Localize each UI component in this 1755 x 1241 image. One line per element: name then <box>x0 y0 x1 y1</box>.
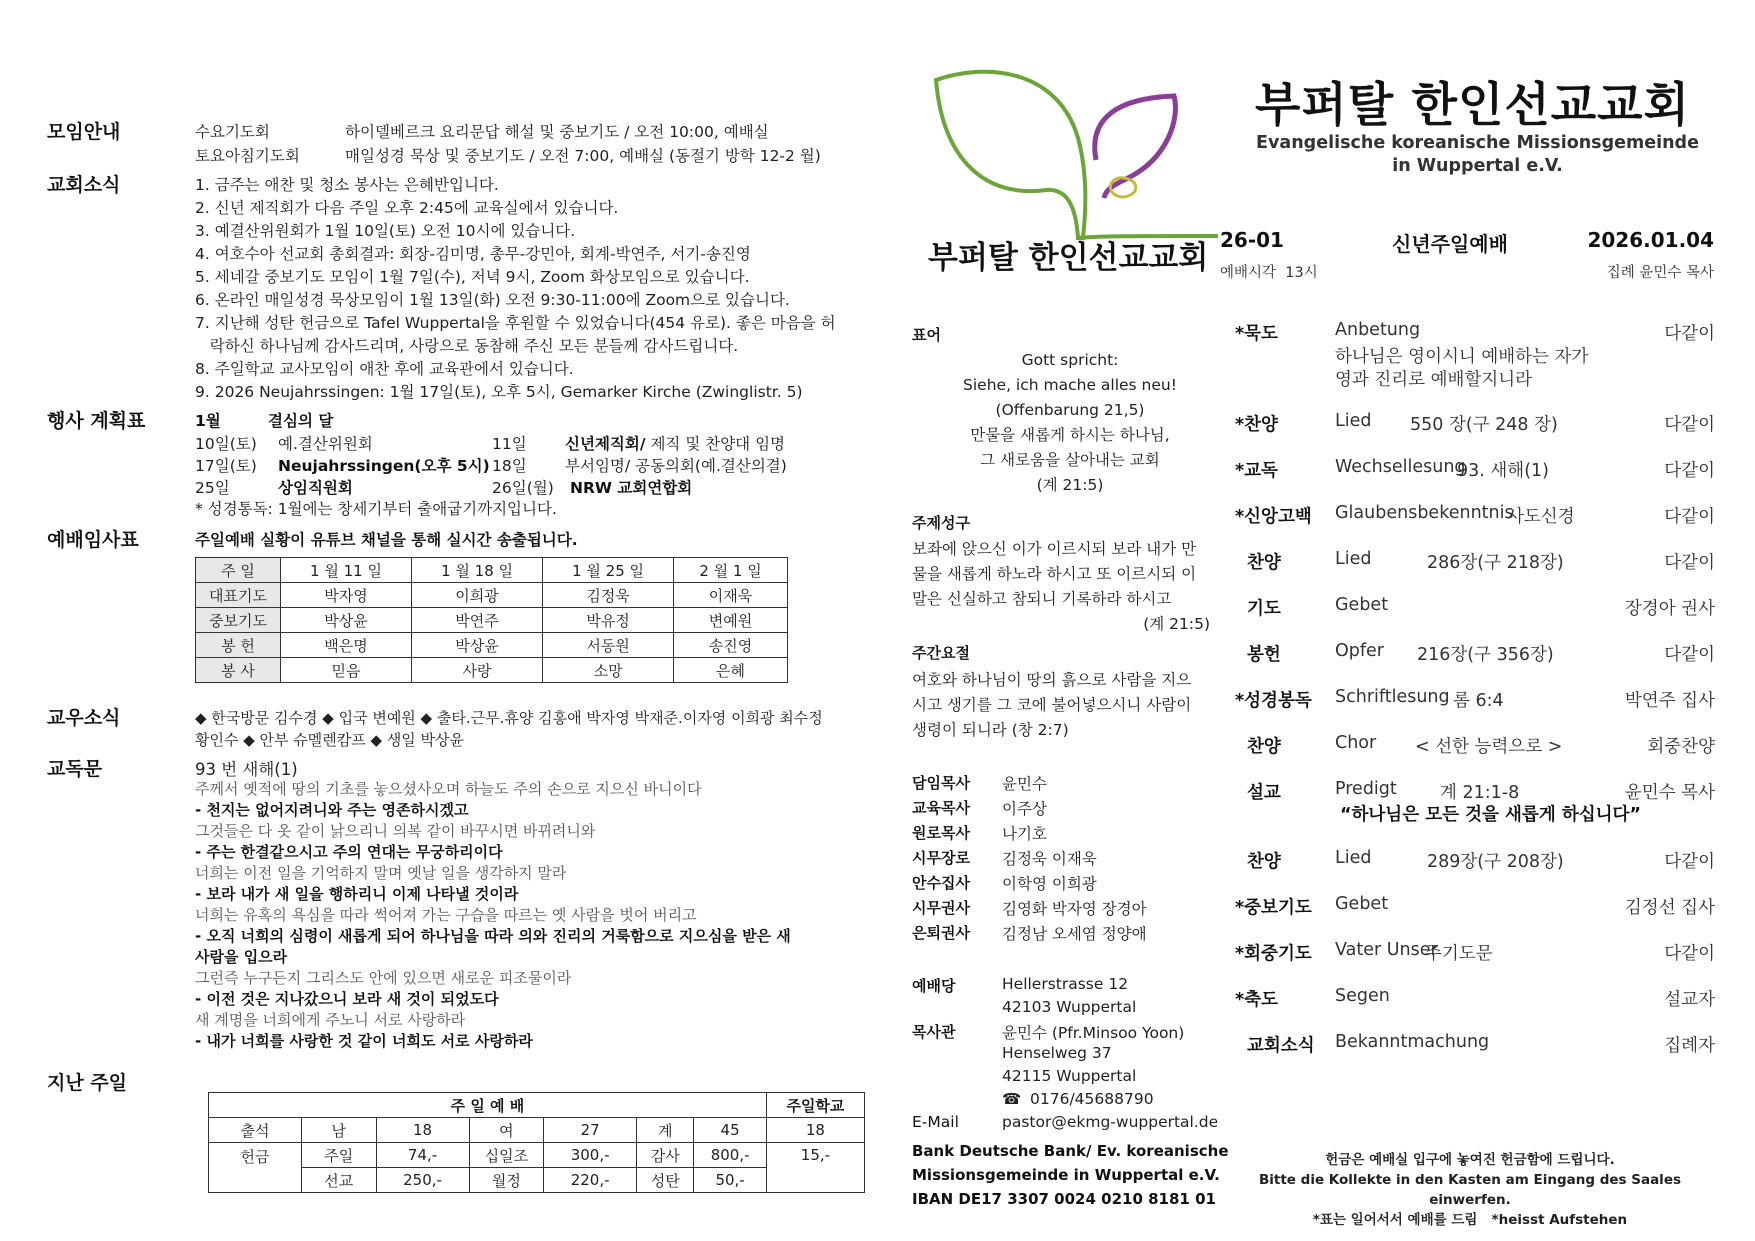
members-line: 황인수 ◆ 안부 슈멜렌캄프 ◆ 생일 박상윤 <box>195 731 465 749</box>
table-cell: 월정 <box>469 1168 544 1193</box>
bank-line: Missionsgemeinde in Wuppertal e.V. <box>912 1166 1220 1184</box>
order-label: *묵도 <box>1235 324 1278 344</box>
motto-line: Siehe, ich mache alles neu! <box>963 376 1177 394</box>
order-label-de: Bekanntmachung <box>1335 1032 1490 1052</box>
order-person: 김정선 집사 <box>1624 898 1715 918</box>
litany-response: - 내가 너희를 사랑한 것 같이 너희도 서로 사랑하라 <box>195 1032 533 1050</box>
motto-line: (계 21:5) <box>1036 476 1104 494</box>
meeting-desc: 매일성경 묵상 및 중보기도 / 오전 7:00, 예배실 (동절기 방학 12-2 월) <box>345 147 821 165</box>
litany-response: - 천지는 없어지려니와 주는 영존하시겠고 <box>195 801 469 819</box>
motto-line: 그 새로움을 살아내는 교회 <box>980 451 1160 469</box>
theme-verse-line: 물을 새롭게 하노라 하시고 또 이르시되 이 <box>912 565 1197 583</box>
order-detail: 사도신경 <box>1507 507 1575 527</box>
order-label: 기도 <box>1247 599 1281 619</box>
order-label-de: Gebet <box>1335 894 1389 914</box>
litany-title: 교독문 <box>47 758 103 780</box>
motto-block <box>925 348 1215 498</box>
service-name: 신년주일예배 <box>1392 232 1508 256</box>
staff-name: 나기호 <box>1002 825 1047 843</box>
table-cell: 감사 <box>637 1143 694 1168</box>
order-detail: 550 장(구 248 장) <box>1410 415 1558 435</box>
news-item: 3. 예결산위원회가 1월 10일(토) 오전 10시에 있습니다. <box>195 222 576 240</box>
table-row <box>196 583 788 608</box>
order-item <box>1235 595 1715 621</box>
order-label-de: Lied <box>1335 549 1372 569</box>
event-text-bold: 신년제직회/ <box>565 435 646 453</box>
table-cell: 출석 <box>209 1118 302 1143</box>
event-text-bold: NRW 교회연합회 <box>570 479 693 497</box>
members-title: 교우소식 <box>47 707 121 729</box>
news-item: 4. 여호수아 선교회 총회결과: 회장-김미명, 총무-강민아, 회계-박연주, 서기-송진영 <box>195 245 751 263</box>
motto-line: Gott spricht: <box>1021 351 1119 369</box>
order-label-de: Vater Unser <box>1335 940 1438 960</box>
event-date: 10일(토) <box>195 435 257 453</box>
email-label: E-Mail <box>912 1113 959 1131</box>
roster-title: 예배임사표 <box>47 529 139 551</box>
table-cell: 박유정 <box>543 608 674 633</box>
order-detail: 주기도문 <box>1425 944 1493 964</box>
church-title: 부퍼탈 한인선교교회 <box>1255 78 1690 133</box>
order-detail: 93. 새해(1) <box>1457 461 1549 481</box>
weekly-verse-line: 생령이 되니라 (창 2:7) <box>912 721 1069 739</box>
table-cell: 주일 <box>301 1143 376 1168</box>
news-item: 9. 2026 Neujahrssingen: 1월 17일(토), 오후 5시, Gemarker Kirche (Zwinglistr. 5) <box>195 383 803 401</box>
table-cell: 백은명 <box>281 633 412 658</box>
staff-role: 시무권사 <box>912 899 970 917</box>
table-row <box>196 633 788 658</box>
table-cell: 27 <box>544 1118 637 1143</box>
news-item: 락하신 하나님께 감사드리며, 사랑으로 동참해 주신 모든 분들께 감사드립니다. <box>195 337 739 355</box>
table-cell: 헌금 <box>209 1143 302 1193</box>
litany-response: - 오직 너희의 심령이 새롭게 되어 하나님을 따라 의와 진리의 거룩함으로 지으심을 받은 새 <box>195 927 791 945</box>
table-cell: 50,- <box>694 1168 767 1193</box>
church-address-line: 42103 Wuppertal <box>1002 998 1137 1016</box>
litany-leader-line: 너희는 유혹의 욕심을 따라 썩어져 가는 구습을 따르는 옛 사람을 벗어 버리고 <box>195 906 697 924</box>
news-item: 2. 신년 제직회가 다음 주일 오후 2:45에 교육실에서 있습니다. <box>195 199 619 217</box>
motto-line: (Offenbarung 21,5) <box>995 401 1145 419</box>
order-label: *중보기도 <box>1235 898 1312 918</box>
table-cell: 이재욱 <box>674 583 788 608</box>
manse-line: 윤민수 (Pfr.Minsoo Yoon) <box>1002 1024 1185 1042</box>
staff-name: 김정욱 이재욱 <box>1002 850 1097 868</box>
order-label: 교회소식 <box>1247 1036 1315 1056</box>
order-subtext: 영과 진리로 예배할지니라 <box>1335 370 1533 390</box>
litany-response: - 보라 내가 새 일을 행하리니 이제 나타낼 것이라 <box>195 885 519 903</box>
litany-leader-line: 새 계명을 너희에게 주노니 서로 사랑하라 <box>195 1011 466 1029</box>
staff-name: 이주상 <box>1002 800 1047 818</box>
last-week-table <box>208 1092 865 1193</box>
meeting-name: 수요기도회 <box>195 123 270 141</box>
weekly-verse-line: 시고 생기를 그 코에 불어넣으시니 사람이 <box>912 696 1192 714</box>
logo-text: 부퍼탈 한인선교교회 <box>928 240 1209 276</box>
meeting-title: 모임안내 <box>47 121 121 143</box>
service-time: 예배시각 13시 <box>1220 265 1318 281</box>
order-label: *찬양 <box>1235 415 1278 435</box>
order-person: 다같이 <box>1664 944 1715 964</box>
manse-line: 42115 Wuppertal <box>1002 1067 1137 1085</box>
staff-name: 윤민수 <box>1002 775 1047 793</box>
theme-verse-label: 주제성구 <box>912 514 970 532</box>
events-note: * 성경통독: 1월에는 창세기부터 출애굽기까지입니다. <box>195 500 557 518</box>
church-title-de <box>1240 132 1715 178</box>
theme-verse-line: 말은 신실하고 참되니 기록하라 하시고 <box>912 590 1172 608</box>
table-cell: 송진영 <box>674 633 788 658</box>
litany-response: - 이전 것은 지나갔으니 보라 새 것이 되었도다 <box>195 990 499 1008</box>
weekly-verse-line: 여호와 하나님이 땅의 흙으로 사람을 지으 <box>912 671 1192 689</box>
church-logo <box>928 58 1238 240</box>
order-person: 박연주 집사 <box>1624 691 1715 711</box>
footer-line: 헌금은 예배실 입구에 놓여진 헌금함에 드립니다. <box>1325 1152 1615 1168</box>
church-title-de-line: in Wuppertal e.V. <box>1392 156 1563 176</box>
litany-leader-line: 그런즉 누구든지 그리스도 안에 있으면 새로운 피조물이라 <box>195 969 572 987</box>
meeting-desc: 하이델베르크 요리문답 해설 및 중보기도 / 오전 10:00, 예배실 <box>345 123 769 141</box>
phone-number: 0176/45688790 <box>1030 1090 1154 1108</box>
order-item <box>1235 457 1715 483</box>
table-header-cell: 주 일 예 배 <box>209 1093 767 1118</box>
order-label-de: Anbetung <box>1335 320 1421 340</box>
order-label-de: Wechsellesung <box>1335 457 1466 477</box>
news-item: 1. 금주는 애찬 및 청소 봉사는 은혜반입니다. <box>195 176 499 194</box>
staff-role: 교육목사 <box>912 799 970 817</box>
litany-leader-line: 그것들은 다 옷 같이 낡으리니 의복 같이 바꾸시면 바뀌려니와 <box>195 822 596 840</box>
footer-notes <box>1220 1150 1720 1230</box>
event-text: 제직 및 찬양대 임명 <box>645 435 786 453</box>
news-title: 교회소식 <box>47 174 121 196</box>
motto-line: 만물을 새롭게 하시는 하나님, <box>970 426 1170 444</box>
order-label: *신앙고백 <box>1235 507 1312 527</box>
event-date: 25일 <box>195 479 230 497</box>
staff-role: 시무장로 <box>912 849 970 867</box>
table-header-cell: 1 월 18 일 <box>412 558 543 583</box>
order-person: 다같이 <box>1664 324 1715 344</box>
table-cell: 성탄 <box>637 1168 694 1193</box>
table-cell: 박상윤 <box>412 633 543 658</box>
news-item: 6. 온라인 매일성경 묵상모임이 1월 13일(화) 오전 9:30-11:00에 Zoom으로 있습니다. <box>195 291 790 309</box>
table-row <box>196 608 788 633</box>
bank-line: Bank Deutsche Bank/ Ev. koreanische <box>912 1142 1229 1160</box>
weekly-verse-label: 주간요절 <box>912 644 970 662</box>
table-cell: 믿음 <box>281 658 412 683</box>
table-header-cell: 주일학교 <box>766 1093 864 1118</box>
staff-role: 은퇴권사 <box>912 924 970 942</box>
table-row <box>209 1168 865 1193</box>
table-cell: 여 <box>469 1118 544 1143</box>
table-cell: 15,- <box>766 1143 864 1193</box>
event-text-bold: 상임직원회 <box>278 479 353 497</box>
table-header-cell: 주 일 <box>196 558 281 583</box>
staff-name: 이학영 이희광 <box>1002 875 1097 893</box>
order-item <box>1235 549 1715 575</box>
members-line: ◆ 한국방문 김수경 ◆ 입국 변예원 ◆ 출타.근무.휴양 김홍애 박자영 박재준.이자영 이희광 최수정 <box>195 709 823 727</box>
email-address[interactable]: pastor@ekmg-wuppertal.de <box>1002 1113 1219 1131</box>
table-cell: 18 <box>766 1118 864 1143</box>
table-cell: 800,- <box>694 1143 767 1168</box>
litany-response: - 주는 한결같으시고 주의 연대는 무궁하리이다 <box>195 843 503 861</box>
table-cell: 봉 헌 <box>196 633 281 658</box>
sprout-logo-icon <box>928 58 1238 240</box>
church-address-line: Hellerstrasse 12 <box>1002 975 1129 993</box>
litany-leader-line: 너희는 이전 일을 기억하지 말며 옛날 일을 생각하지 말라 <box>195 864 567 882</box>
table-cell: 박자영 <box>281 583 412 608</box>
order-detail: < 선한 능력으로 > <box>1415 737 1563 757</box>
bank-line: IBAN DE17 3307 0024 0210 8181 01 <box>912 1190 1216 1208</box>
footer-line: *표는 일어서서 예배를 드림 *heisst Aufstehen <box>1312 1212 1628 1228</box>
litany-heading: 93 번 새해(1) <box>195 760 298 779</box>
order-item <box>1235 1032 1715 1058</box>
table-header-cell: 2 월 1 일 <box>674 558 788 583</box>
order-person: 다같이 <box>1664 553 1715 573</box>
table-header-cell: 1 월 25 일 <box>543 558 674 583</box>
litany-leader-line: 주께서 옛적에 땅의 기초를 놓으셨사오며 하늘도 주의 손으로 지으신 바니이다 <box>195 780 702 798</box>
order-label: 찬양 <box>1247 737 1281 757</box>
order-label: *회중기도 <box>1235 944 1312 964</box>
litany-response: 사람을 입으라 <box>195 948 288 966</box>
order-person: 윤민수 목사 <box>1624 783 1715 803</box>
order-item <box>1235 733 1715 759</box>
order-person: 다같이 <box>1664 852 1715 872</box>
table-cell: 220,- <box>544 1168 637 1193</box>
order-item <box>1235 894 1715 920</box>
roster-table <box>195 557 788 683</box>
order-label: 찬양 <box>1247 553 1281 573</box>
order-item <box>1235 641 1715 667</box>
manse-line: Henselweg 37 <box>1002 1044 1112 1062</box>
order-label-de: Lied <box>1335 411 1372 431</box>
table-cell: 18 <box>376 1118 469 1143</box>
table-cell: 선교 <box>301 1168 376 1193</box>
table-cell: 45 <box>694 1118 767 1143</box>
order-label-de: Lied <box>1335 848 1372 868</box>
bulletin-number: 26-01 <box>1220 228 1284 252</box>
table-cell: 봉 사 <box>196 658 281 683</box>
sermon-title: “하나님은 모든 것을 새롭게 하십니다” <box>1340 805 1641 825</box>
order-label-de: Chor <box>1335 733 1377 753</box>
order-label-de: Gebet <box>1335 595 1389 615</box>
order-label-de: Predigt <box>1335 779 1397 799</box>
news-item: 8. 주일학교 교사모임이 애찬 후에 교육관에서 있습니다. <box>195 360 574 378</box>
meeting-name: 토요아침기도회 <box>195 147 300 165</box>
order-label-de: Glaubensbekenntnis <box>1335 503 1514 523</box>
event-date: 11일 <box>492 435 527 453</box>
order-person: 다같이 <box>1664 507 1715 527</box>
motto-label: 표어 <box>912 326 941 344</box>
event-text-bold: Neujahrssingen(오후 5시) <box>278 457 490 475</box>
table-header-cell: 1 월 11 일 <box>281 558 412 583</box>
event-date: 18일 <box>492 457 527 475</box>
table-cell: 박연주 <box>412 608 543 633</box>
order-label: *성경봉독 <box>1235 691 1312 711</box>
order-detail: 289장(구 208장) <box>1427 852 1564 872</box>
roster-notice: 주일예배 실황이 유튜브 채널을 통해 실시간 송출됩니다. <box>195 531 578 549</box>
order-label: 봉헌 <box>1247 645 1281 665</box>
table-row <box>209 1143 865 1168</box>
manse-label: 목사관 <box>912 1023 956 1041</box>
event-text: 부서임명/ 공동의회(예.결산의결) <box>565 457 787 475</box>
table-row <box>209 1093 865 1118</box>
order-label: 찬양 <box>1247 852 1281 872</box>
events-theme: 결심의 달 <box>268 412 334 430</box>
staff-role: 담임목사 <box>912 774 970 792</box>
order-label: *교독 <box>1235 461 1278 481</box>
theme-verse-ref: (계 21:5) <box>1143 615 1210 633</box>
table-cell: 74,- <box>376 1143 469 1168</box>
table-cell: 300,- <box>544 1143 637 1168</box>
table-cell: 사랑 <box>412 658 543 683</box>
staff-name: 김정남 오세염 정양애 <box>1002 925 1147 943</box>
table-cell: 중보기도 <box>196 608 281 633</box>
table-cell: 250,- <box>376 1168 469 1193</box>
table-cell: 십일조 <box>469 1143 544 1168</box>
footer-line: Bitte die Kollekte in den Kasten am Eingang des Saales einwerfen. <box>1258 1172 1682 1208</box>
order-person: 집례자 <box>1664 1036 1715 1056</box>
order-item <box>1235 940 1715 966</box>
order-label: 설교 <box>1247 783 1281 803</box>
table-row <box>209 1118 865 1143</box>
service-leader: 집례 윤민수 목사 <box>1606 265 1714 281</box>
order-item <box>1235 687 1715 713</box>
staff-role: 안수집사 <box>912 874 970 892</box>
news-item: 7. 지난해 성탄 헌금으로 Tafel Wuppertal을 후원할 수 있었습니다(454 유로). 좋은 마음을 허 <box>195 314 836 332</box>
order-detail: 계 21:1-8 <box>1440 783 1520 803</box>
order-subtext: 하나님은 영이시니 예배하는 자가 <box>1335 347 1589 367</box>
table-cell: 박상윤 <box>281 608 412 633</box>
table-cell: 남 <box>301 1118 376 1143</box>
event-date: 17일(토) <box>195 457 257 475</box>
order-person: 다같이 <box>1664 461 1715 481</box>
table-cell: 서동원 <box>543 633 674 658</box>
order-detail: 216장(구 356장) <box>1417 645 1554 665</box>
order-detail: 286장(구 218장) <box>1427 553 1564 573</box>
news-item: 5. 세네갈 중보기도 모임이 1월 7일(수), 저녁 9시, Zoom 화상모임으로 있습니다. <box>195 268 750 286</box>
table-cell: 대표기도 <box>196 583 281 608</box>
table-cell: 소망 <box>543 658 674 683</box>
order-item <box>1235 986 1715 1012</box>
table-cell: 변예원 <box>674 608 788 633</box>
staff-role: 원로목사 <box>912 824 970 842</box>
order-label-de: Segen <box>1335 986 1390 1006</box>
table-cell: 김정욱 <box>543 583 674 608</box>
last-week-title: 지난 주일 <box>47 1072 128 1094</box>
order-item <box>1235 848 1715 874</box>
table-cell: 은혜 <box>674 658 788 683</box>
order-label: *축도 <box>1235 990 1278 1010</box>
order-person: 장경아 권사 <box>1624 599 1715 619</box>
phone-line <box>1002 1090 1154 1108</box>
church-address-label: 예배당 <box>912 977 956 995</box>
order-label-de: Schriftlesung <box>1335 687 1450 707</box>
events-month: 1월 <box>195 412 221 430</box>
order-person: 회중찬양 <box>1647 737 1715 757</box>
events-title: 행사 계획표 <box>47 410 146 432</box>
table-row <box>196 658 788 683</box>
order-item <box>1235 411 1715 437</box>
order-person: 다같이 <box>1664 415 1715 435</box>
event-date: 26일(월) <box>492 479 554 497</box>
event-text: 예.결산위원회 <box>278 435 373 453</box>
order-detail: 롬 6:4 <box>1453 691 1504 711</box>
order-person: 다같이 <box>1664 645 1715 665</box>
table-row <box>196 558 788 583</box>
table-cell: 계 <box>637 1118 694 1143</box>
table-cell: 이희광 <box>412 583 543 608</box>
order-person: 설교자 <box>1664 990 1715 1010</box>
order-label-de: Opfer <box>1335 641 1385 661</box>
staff-name: 김영화 박자영 장경아 <box>1002 900 1147 918</box>
theme-verse-line: 보좌에 앉으신 이가 이르시되 보라 내가 만 <box>912 540 1197 558</box>
order-item <box>1235 503 1715 529</box>
church-title-de-line: Evangelische koreanische Missionsgemeinde <box>1256 133 1699 153</box>
telephone-icon: ☎ <box>1002 1090 1022 1108</box>
service-date: 2026.01.04 <box>1587 228 1714 252</box>
